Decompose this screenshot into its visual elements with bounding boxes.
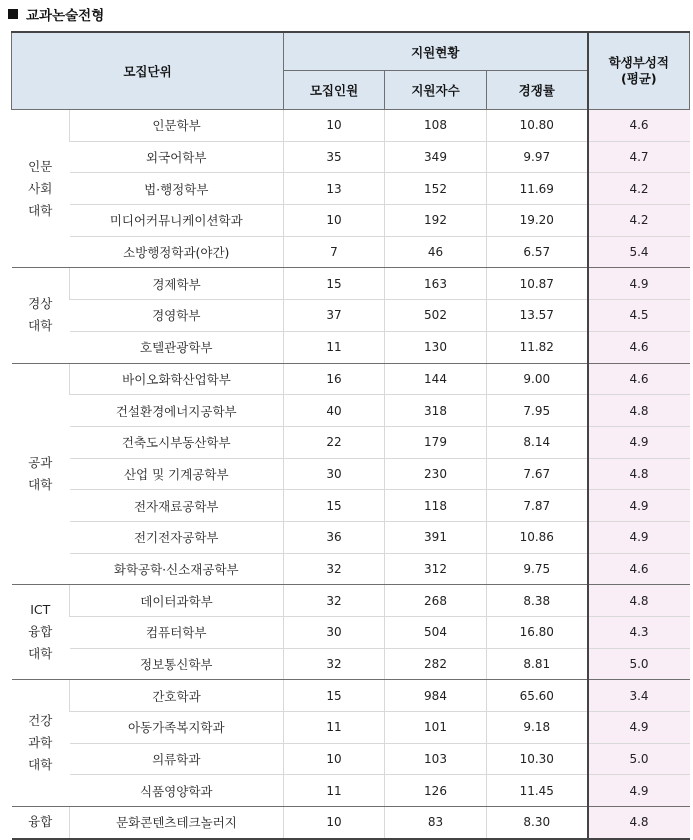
table-row xyxy=(12,553,690,585)
ratio-cell: 8.14 xyxy=(487,426,588,458)
score-cell: 4.6 xyxy=(588,363,690,395)
applicants-cell: 349 xyxy=(385,141,487,173)
ratio-cell: 9.75 xyxy=(487,553,588,585)
college-cell xyxy=(12,110,70,268)
dept-cell: 경영학부 xyxy=(70,300,284,332)
recruit-cell: 15 xyxy=(284,680,385,712)
recruit-cell: 32 xyxy=(284,585,385,617)
ratio-cell: 10.87 xyxy=(487,268,588,300)
score-cell: 4.9 xyxy=(588,490,690,522)
score-cell: 4.9 xyxy=(588,268,690,300)
college-name-line: 인문 xyxy=(28,158,53,174)
applicants-cell: 391 xyxy=(385,521,487,553)
table-row xyxy=(12,458,690,490)
ratio-cell: 10.80 xyxy=(487,110,588,142)
college-cell xyxy=(12,268,70,363)
score-cell: 5.0 xyxy=(588,743,690,775)
recruit-cell: 10 xyxy=(284,743,385,775)
dept-cell: 바이오화학산업학부 xyxy=(70,363,284,395)
applicants-cell: 152 xyxy=(385,173,487,205)
ratio-cell: 65.60 xyxy=(487,680,588,712)
dept-cell: 법·행정학부 xyxy=(70,173,284,205)
college-name-line: 융합 xyxy=(28,814,53,830)
college-name-line: 대학 xyxy=(28,476,53,492)
header-status: 지원현황 xyxy=(284,32,588,71)
dept-cell: 전기전자공학부 xyxy=(70,521,284,553)
dept-cell: 식품영양학과 xyxy=(70,775,284,807)
table-row xyxy=(12,110,690,142)
college-name-line: 건강 xyxy=(28,713,53,729)
score-cell: 5.0 xyxy=(588,648,690,680)
recruit-cell: 32 xyxy=(284,648,385,680)
dept-cell: 정보통신학부 xyxy=(70,648,284,680)
table-body xyxy=(12,110,690,839)
recruit-cell: 10 xyxy=(284,205,385,237)
header-score-line1: 학생부성적 xyxy=(608,55,669,70)
score-cell: 4.6 xyxy=(588,110,690,142)
score-cell: 4.9 xyxy=(588,712,690,744)
table-row xyxy=(12,617,690,649)
recruit-cell: 37 xyxy=(284,300,385,332)
header-applicants: 지원자수 xyxy=(385,71,487,110)
dept-cell: 경제학부 xyxy=(70,268,284,300)
header-recruit: 모집인원 xyxy=(284,71,385,110)
header-score xyxy=(588,32,690,110)
ratio-cell: 11.69 xyxy=(487,173,588,205)
college-name-line: 사회 xyxy=(28,180,53,196)
applicants-cell: 268 xyxy=(385,585,487,617)
recruit-cell: 30 xyxy=(284,617,385,649)
recruit-cell: 30 xyxy=(284,458,385,490)
score-cell: 4.9 xyxy=(588,521,690,553)
table-row xyxy=(12,743,690,775)
recruit-cell: 15 xyxy=(284,268,385,300)
applicants-cell: 312 xyxy=(385,553,487,585)
header-unit: 모집단위 xyxy=(12,32,284,110)
applicants-cell: 179 xyxy=(385,426,487,458)
recruit-cell: 10 xyxy=(284,807,385,839)
recruit-cell: 32 xyxy=(284,553,385,585)
dept-cell: 의류학과 xyxy=(70,743,284,775)
college-name-line: 대학 xyxy=(28,318,53,334)
table-row xyxy=(12,426,690,458)
header-ratio: 경쟁률 xyxy=(487,71,588,110)
applicants-cell: 118 xyxy=(385,490,487,522)
ratio-cell: 10.30 xyxy=(487,743,588,775)
applicants-cell: 108 xyxy=(385,110,487,142)
applicants-cell: 192 xyxy=(385,205,487,237)
dept-cell: 산업 및 기계공학부 xyxy=(70,458,284,490)
table-row xyxy=(12,363,690,395)
score-cell: 5.4 xyxy=(588,236,690,268)
ratio-cell: 13.57 xyxy=(487,300,588,332)
ratio-cell: 11.82 xyxy=(487,331,588,363)
ratio-cell: 16.80 xyxy=(487,617,588,649)
ratio-cell: 9.00 xyxy=(487,363,588,395)
applicants-cell: 46 xyxy=(385,236,487,268)
ratio-cell: 9.18 xyxy=(487,712,588,744)
header-score-line2: (평균) xyxy=(620,71,657,86)
ratio-cell: 6.57 xyxy=(487,236,588,268)
college-name-line: 공과 xyxy=(28,454,53,470)
recruit-cell: 16 xyxy=(284,363,385,395)
dept-cell: 컴퓨터학부 xyxy=(70,617,284,649)
dept-cell: 아동가족복지학과 xyxy=(70,712,284,744)
recruit-cell: 13 xyxy=(284,173,385,205)
dept-cell: 건축도시부동산학부 xyxy=(70,426,284,458)
dept-cell: 인문학부 xyxy=(70,110,284,142)
dept-cell: 간호학과 xyxy=(70,680,284,712)
recruit-cell: 7 xyxy=(284,236,385,268)
ratio-cell: 7.67 xyxy=(487,458,588,490)
table-row xyxy=(12,775,690,807)
table-row xyxy=(12,680,690,712)
table-row xyxy=(12,395,690,427)
recruit-cell: 11 xyxy=(284,712,385,744)
table-row xyxy=(12,807,690,839)
ratio-cell: 8.38 xyxy=(487,585,588,617)
college-name-line: 융합 xyxy=(28,624,53,640)
score-cell: 4.6 xyxy=(588,553,690,585)
applicants-cell: 101 xyxy=(385,712,487,744)
applicants-cell: 230 xyxy=(385,458,487,490)
college-name-line: 대학 xyxy=(28,646,53,662)
recruit-cell: 36 xyxy=(284,521,385,553)
score-cell: 4.5 xyxy=(588,300,690,332)
score-cell: 4.3 xyxy=(588,617,690,649)
dept-cell: 외국어학부 xyxy=(70,141,284,173)
ratio-cell: 10.86 xyxy=(487,521,588,553)
table-row xyxy=(12,585,690,617)
score-cell: 4.8 xyxy=(588,585,690,617)
college-name-line: 대학 xyxy=(28,202,53,218)
applicants-cell: 984 xyxy=(385,680,487,712)
applicants-cell: 282 xyxy=(385,648,487,680)
recruit-cell: 35 xyxy=(284,141,385,173)
ratio-cell: 19.20 xyxy=(487,205,588,237)
applicants-cell: 144 xyxy=(385,363,487,395)
score-cell: 4.9 xyxy=(588,775,690,807)
ratio-cell: 7.87 xyxy=(487,490,588,522)
recruit-cell: 15 xyxy=(284,490,385,522)
table-row xyxy=(12,521,690,553)
applicants-cell: 130 xyxy=(385,331,487,363)
dept-cell: 문화콘텐츠테크놀러지 xyxy=(70,807,284,839)
college-cell xyxy=(12,807,70,839)
college-name-line: 대학 xyxy=(28,757,53,773)
dept-cell: 호텔관광학부 xyxy=(70,331,284,363)
dept-cell: 소방행정학과(야간) xyxy=(70,236,284,268)
score-cell: 4.2 xyxy=(588,173,690,205)
applicants-cell: 83 xyxy=(385,807,487,839)
table-row xyxy=(12,648,690,680)
ratio-cell: 8.30 xyxy=(487,807,588,839)
recruit-cell: 10 xyxy=(284,110,385,142)
college-name-line: 과학 xyxy=(28,735,53,751)
score-cell: 4.8 xyxy=(588,395,690,427)
table-row xyxy=(12,173,690,205)
table-row xyxy=(12,236,690,268)
table-row xyxy=(12,712,690,744)
table-row xyxy=(12,300,690,332)
table-row xyxy=(12,331,690,363)
dept-cell: 미디어커뮤니케이션학과 xyxy=(70,205,284,237)
college-cell xyxy=(12,680,70,807)
applicants-cell: 504 xyxy=(385,617,487,649)
score-cell: 4.2 xyxy=(588,205,690,237)
ratio-cell: 9.97 xyxy=(487,141,588,173)
score-cell: 3.4 xyxy=(588,680,690,712)
score-cell: 4.8 xyxy=(588,458,690,490)
college-cell xyxy=(12,363,70,585)
college-name-line: 경상 xyxy=(28,296,53,312)
score-cell: 4.7 xyxy=(588,141,690,173)
table-row xyxy=(12,141,690,173)
recruit-cell: 40 xyxy=(284,395,385,427)
score-cell: 4.8 xyxy=(588,807,690,839)
recruit-cell: 11 xyxy=(284,775,385,807)
applicants-cell: 103 xyxy=(385,743,487,775)
table-row xyxy=(12,490,690,522)
section-title xyxy=(8,3,104,25)
applicants-cell: 126 xyxy=(385,775,487,807)
recruit-cell: 22 xyxy=(284,426,385,458)
square-bullet-icon xyxy=(8,9,18,19)
dept-cell: 데이터과학부 xyxy=(70,585,284,617)
score-cell: 4.6 xyxy=(588,331,690,363)
applicants-cell: 163 xyxy=(385,268,487,300)
dept-cell: 화학공학·신소재공학부 xyxy=(70,553,284,585)
score-cell: 4.9 xyxy=(588,426,690,458)
college-name-line: ICT xyxy=(30,602,51,618)
college-cell xyxy=(12,585,70,680)
section-title-text: 교과논술전형 xyxy=(26,8,105,24)
applicants-cell: 502 xyxy=(385,300,487,332)
ratio-cell: 7.95 xyxy=(487,395,588,427)
table-row xyxy=(12,268,690,300)
ratio-cell: 8.81 xyxy=(487,648,588,680)
applicants-cell: 318 xyxy=(385,395,487,427)
recruit-cell: 11 xyxy=(284,331,385,363)
ratio-cell: 11.45 xyxy=(487,775,588,807)
table-row xyxy=(12,205,690,237)
dept-cell: 전자재료공학부 xyxy=(70,490,284,522)
dept-cell: 건설환경에너지공학부 xyxy=(70,395,284,427)
admission-results-table xyxy=(11,31,690,840)
